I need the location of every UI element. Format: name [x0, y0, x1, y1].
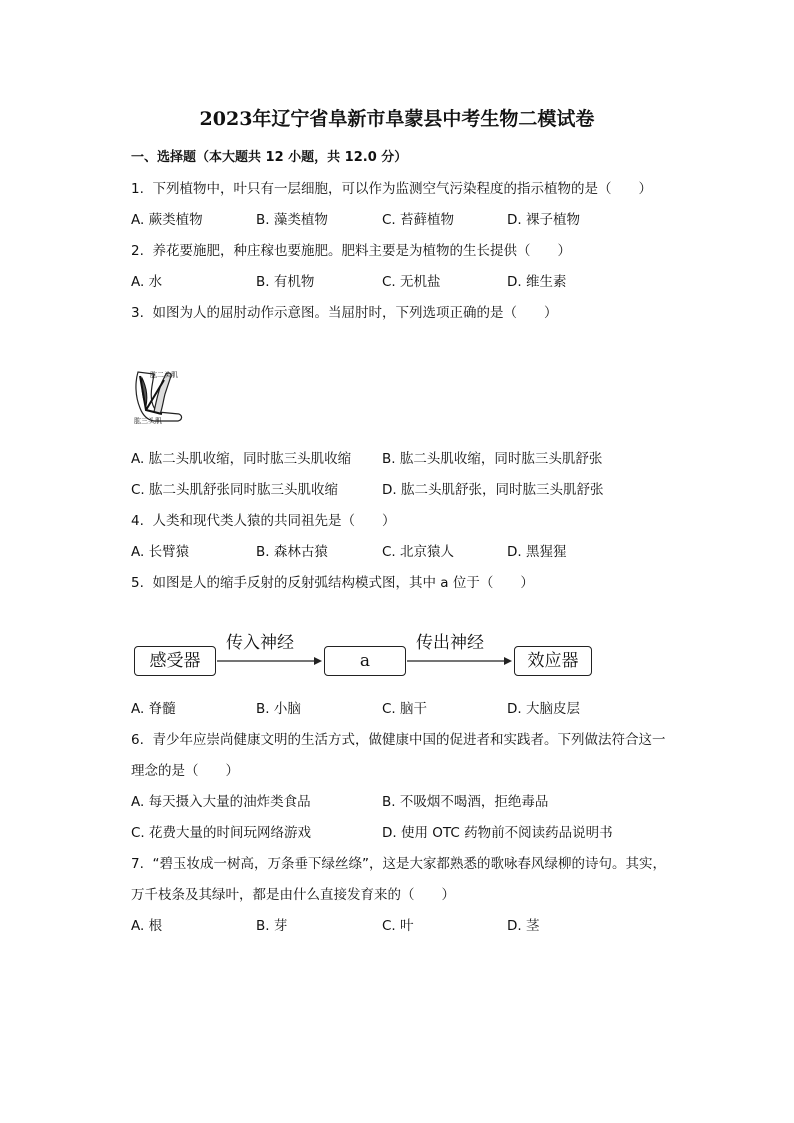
option-d: D. 肱二头肌舒张，同时肱三头肌舒张 [382, 482, 604, 498]
option-a: A. 长臂猿 [131, 544, 190, 560]
option-c: C. 无机盐 [382, 274, 441, 290]
efferent-label: 传出神经 [416, 633, 484, 653]
page-title: 2023年辽宁省阜新市阜蒙县中考生物二模试卷 [199, 108, 595, 130]
question-6 [131, 728, 665, 748]
figure-label-triceps: 肱三头肌 [134, 417, 162, 425]
option-d: D. 黑猩猩 [507, 544, 567, 560]
option-a: A. 每天摄入大量的油炸类食品 [131, 794, 311, 810]
question-number: 7. [131, 856, 144, 872]
question-number: 2. [131, 243, 144, 259]
receptor-box: 感受器 [134, 646, 216, 676]
question-text-continued: 万千枝条及其绿叶，都是由什么直接发育来的（ ） [131, 887, 455, 903]
diagram-arrows [130, 628, 600, 688]
effector-box: 效应器 [514, 646, 592, 676]
option-c: C. 苔藓植物 [382, 212, 455, 228]
option-b: B. 有机物 [256, 274, 315, 290]
reflex-arc-diagram [130, 628, 600, 688]
center-box: a [324, 646, 406, 676]
question-3 [131, 301, 557, 321]
question-number: 3. [131, 305, 144, 321]
question-number: 4. [131, 513, 144, 529]
question-text: 青少年应崇尚健康文明的生活方式，做健康中国的促进者和实践者。下列做法符合这一 [152, 732, 666, 748]
option-b: B. 小脑 [256, 701, 301, 717]
question-5 [131, 571, 534, 591]
question-text: “碧玉妆成一树高，万条垂下绿丝绦”，这是大家都熟悉的歌咏春风绿柳的诗句。其实， [152, 856, 666, 872]
question-1 [131, 177, 652, 197]
question-7 [131, 852, 666, 872]
option-d: D. 使用 OTC 药物前不阅读药品说明书 [382, 825, 613, 841]
option-d: D. 大脑皮层 [507, 701, 580, 717]
question-text: 人类和现代类人猿的共同祖先是（ ） [152, 513, 396, 529]
question-text: 如图为人的屈肘动作示意图。当屈肘时，下列选项正确的是（ ） [152, 305, 558, 321]
question-2 [131, 239, 571, 259]
question-number: 5. [131, 575, 144, 591]
option-a: A. 蕨类植物 [131, 212, 203, 228]
option-c: C. 花费大量的时间玩网络游戏 [131, 825, 312, 841]
option-a: A. 水 [131, 274, 163, 290]
option-b: B. 藻类植物 [256, 212, 328, 228]
option-d: D. 维生素 [507, 274, 567, 290]
section-heading: 一、选择题（本大题共 12 小题，共 12.0 分） [131, 150, 408, 165]
option-a: A. 根 [131, 918, 163, 934]
question-text: 养花要施肥，种庄稼也要施肥。肥料主要是为植物的生长提供（ ） [152, 243, 571, 259]
option-d: D. 茎 [507, 918, 540, 934]
afferent-label: 传入神经 [226, 633, 294, 653]
option-b: B. 肱二头肌收缩，同时肱三头肌舒张 [382, 451, 603, 467]
option-c: C. 叶 [382, 918, 414, 934]
option-c: C. 脑干 [382, 701, 428, 717]
question-text: 下列植物中，叶只有一层细胞，可以作为监测空气污染程度的指示植物的是（ ） [152, 181, 652, 197]
option-b: B. 森林古猿 [256, 544, 328, 560]
question-text-continued: 理念的是（ ） [131, 763, 239, 779]
figure-label-biceps: 肱二头肌 [150, 371, 178, 379]
option-a: A. 肱二头肌收缩，同时肱三头肌收缩 [131, 451, 352, 467]
option-b: B. 不吸烟不喝酒，拒绝毒品 [382, 794, 549, 810]
elbow-flexion-figure [132, 368, 190, 426]
option-d: D. 裸子植物 [507, 212, 580, 228]
option-a: A. 脊髓 [131, 701, 176, 717]
option-b: B. 芽 [256, 918, 288, 934]
option-c: C. 肱二头肌舒张同时肱三头肌收缩 [131, 482, 339, 498]
question-number: 1. [131, 181, 144, 197]
question-number: 6. [131, 732, 144, 748]
question-text: 如图是人的缩手反射的反射弧结构模式图，其中 a 位于（ ） [152, 575, 534, 591]
question-4 [131, 509, 395, 529]
option-c: C. 北京猿人 [382, 544, 455, 560]
